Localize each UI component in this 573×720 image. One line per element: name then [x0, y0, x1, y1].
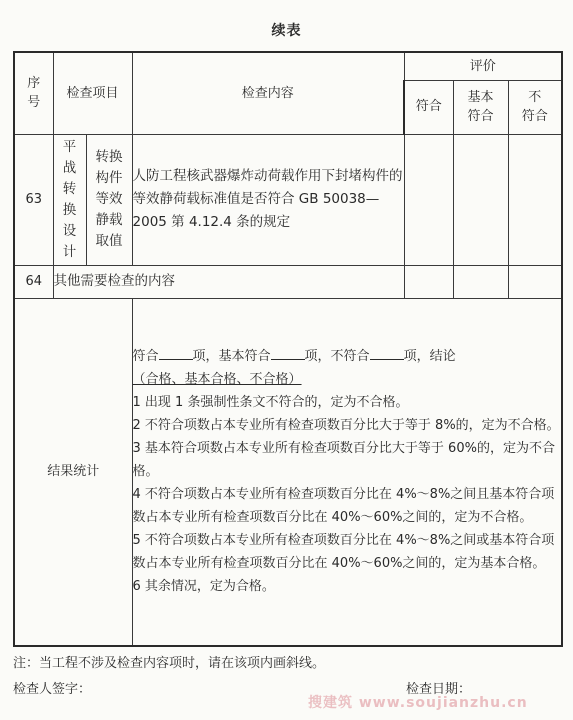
- rule-6: 6 其余情况，定为合格。: [132, 579, 275, 595]
- header-conform: 符合: [404, 80, 453, 134]
- summary-options: （合格、基本合格、不合格）: [132, 372, 302, 388]
- rule-5: 5 不符合项数占本专业所有检查项数百分比在 4%～8%之间或基本符合项数占本专业所有检查项数百分比在 40%～60%之间的，定为基本合格。: [132, 533, 555, 572]
- row63-number: 63: [14, 134, 53, 265]
- row63-subitem: 转换 构件 等效 静载 取值: [86, 134, 132, 265]
- inspection-table: [13, 51, 563, 647]
- header-non-conform: 不 符合: [508, 80, 562, 134]
- row64-basic-conform-cell: [453, 265, 508, 298]
- summary-label: 结果统计: [14, 298, 132, 646]
- summary-count-line: 符合 项，基本符合 项，不符合 项，结论: [133, 345, 562, 368]
- row64-conform-cell: [404, 265, 453, 298]
- summary-content: [132, 298, 562, 646]
- row64-number: 64: [14, 265, 53, 298]
- rule-3: 3 基本符合项数占本专业所有检查项数百分比大于等于 60%的，定为不合格。: [132, 441, 555, 480]
- conform-count-blank[interactable]: [159, 346, 193, 360]
- footer-note: 注：当工程不涉及检查内容项时，请在该项内画斜线。: [13, 656, 326, 671]
- header-item: 检查项目: [53, 52, 132, 134]
- non-conform-count-blank[interactable]: [370, 346, 404, 360]
- inspector-signature-label: 检查人签字：: [13, 682, 92, 697]
- header-basic-conform: 基本 符合: [453, 80, 508, 134]
- header-content: 检查内容: [132, 52, 404, 134]
- inspection-date-label: 检查日期：: [406, 682, 472, 697]
- header-seq: 序 号: [14, 52, 53, 134]
- row63-basic-conform-cell: [453, 134, 508, 265]
- watermark: 搜建筑 www.soujianzhu.cn: [308, 695, 528, 711]
- basic-conform-count-blank[interactable]: [271, 346, 305, 360]
- rule-1: 1 出现 1 条强制性条文不符合的，定为不合格。: [132, 395, 409, 411]
- row64-non-conform-cell: [508, 265, 562, 298]
- row63-category: 平 战 转 换 设 计: [53, 134, 86, 265]
- header-evaluation: 评价: [404, 52, 562, 80]
- rule-2: 2 不符合项数占本专业所有检查项数百分比大于等于 8%的，定为不合格。: [132, 418, 560, 434]
- row63-non-conform-cell: [508, 134, 562, 265]
- table-title: 续表: [271, 23, 302, 39]
- row63-content: 人防工程核武器爆炸动荷载作用下封堵构件的等效静荷载标准值是否符合 GB 50038—2005 第 4.12.4 条的规定: [132, 134, 404, 265]
- row63-conform-cell: [404, 134, 453, 265]
- rule-4: 4 不符合项数占本专业所有检查项数百分比在 4%～8%之间且基本符合项数占本专业所有检查项数百分比在 40%～60%之间的，定为不合格。: [132, 487, 555, 526]
- row64-item: 其他需要检查的内容: [53, 265, 404, 298]
